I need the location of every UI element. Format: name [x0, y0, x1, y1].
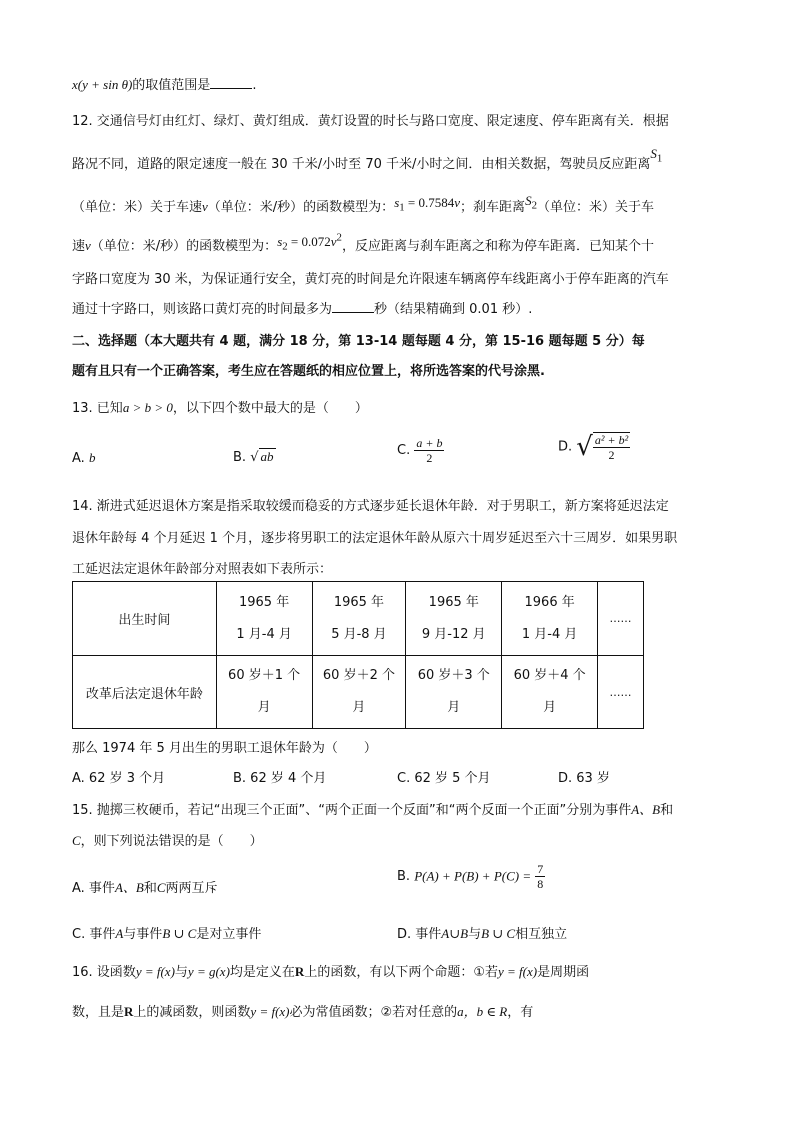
- q15-option-d[interactable]: [397, 923, 567, 942]
- table-cell-top: 1965 年: [333, 594, 385, 610]
- q15-a-and: 和: [143, 881, 157, 896]
- q12-f1-lhs: s: [394, 195, 400, 210]
- q15-c-bc: B ∪ C: [162, 926, 197, 941]
- q15-line2-c: C: [72, 833, 81, 848]
- table-cell-bottom: 月: [352, 700, 366, 715]
- q13-option-c-frac: [414, 436, 444, 465]
- q12-f1-v: v: [454, 195, 461, 210]
- q11-text: 的取值范围是: [132, 78, 211, 93]
- q13-option-d[interactable]: [558, 432, 630, 462]
- q16-f2: y = f(x): [497, 964, 538, 979]
- q15-a-label: A. 事件: [72, 881, 115, 896]
- table-cell-top: 1965 年: [238, 594, 290, 610]
- table-cell-bottom: 月: [543, 700, 557, 715]
- q13-option-b-label: B.: [233, 450, 247, 465]
- q12-line5: 字路口宽度为 30 米，为保证通行安全，黄灯亮的时间是允许限速车辆离停车线距离小于停车距离的汽车: [72, 272, 669, 287]
- q15-c-mid: 与事件: [123, 927, 163, 942]
- q12-line6a: 通过十字路口，则该路口黄灯亮的时间最多为: [72, 302, 333, 317]
- q11-expr-x: x: [72, 77, 78, 92]
- q11-answer-blank[interactable]: [210, 76, 252, 89]
- table-cell-bottom: 9 月-12 月: [421, 626, 486, 642]
- table-cell-top: 1966 年: [524, 594, 575, 610]
- q12-line4a: 速: [72, 239, 86, 254]
- sqrt-icon: √: [576, 432, 593, 462]
- q12-v: v: [202, 199, 208, 214]
- q15-d-label: D. 事件: [397, 927, 442, 942]
- q12-s1-letter: S: [650, 146, 657, 161]
- q12-s2-label: [525, 193, 537, 212]
- q15-a-end: 两两互斥: [165, 881, 218, 896]
- q12-line4-v: v: [85, 238, 91, 253]
- table-cell: [312, 656, 406, 729]
- q15-c-end: 是对立事件: [196, 927, 262, 942]
- q14-option-a[interactable]: A. 62 岁 3 个月: [72, 771, 166, 786]
- q12-answer-blank[interactable]: [332, 300, 374, 313]
- q13-option-a-label: A.: [72, 451, 85, 466]
- q15-b-frac: [535, 862, 545, 891]
- table-header-age: 改革后法定退休年龄: [73, 656, 217, 729]
- q16-line2-r: R: [124, 1004, 134, 1019]
- q15-line1-text: 15. 抛掷三枚硬币，若记“出现三个正面”、“两个正面一个反面”和“两个反面一个正面”分别为事件: [72, 803, 632, 818]
- q15-option-b[interactable]: [397, 862, 545, 891]
- q15-b-den: 8: [537, 877, 544, 891]
- table-cell-bottom: 月: [447, 700, 461, 715]
- q16-line2b: 上的减函数，则函数: [133, 1005, 251, 1020]
- q16-line2c: 必为常值函数；②若对任意的: [289, 1005, 458, 1020]
- q12-line3a: （单位：米）关于车速: [72, 200, 203, 215]
- q12-formula2: [277, 231, 342, 253]
- q12-line3b: （单位：米/秒）的函数模型为：: [207, 200, 395, 215]
- q15-option-a[interactable]: [72, 877, 218, 896]
- q13-option-b-value: ab: [260, 449, 274, 464]
- q12-s1-label: [650, 146, 663, 165]
- table-cell-top: 1965 年: [428, 594, 479, 610]
- table-cell: [502, 656, 598, 729]
- q12-f2-lhs: s: [277, 234, 283, 249]
- q15-b-label: B.: [397, 869, 411, 884]
- q13-option-c-label: C.: [397, 443, 411, 458]
- q15-line1: [72, 799, 673, 818]
- q15-line1-events: A、B: [631, 802, 661, 817]
- table-cell-bottom: 5 月-8 月: [331, 626, 387, 642]
- q13-option-a[interactable]: [72, 450, 95, 466]
- q16-line2-f: y = f(x): [250, 1004, 290, 1019]
- q14-option-b[interactable]: B. 62 岁 4 个月: [233, 771, 327, 786]
- q16-line2-ab: a，b ∈ R: [457, 1004, 508, 1019]
- q12-line4b: （单位：米/秒）的函数模型为：: [90, 239, 278, 254]
- q12-formula1: [394, 195, 461, 214]
- table-row: [73, 656, 644, 729]
- q12-f1-rhs: = 0.7584: [404, 195, 455, 210]
- q16-line2d: ，有: [507, 1005, 534, 1020]
- table-cell: [406, 656, 502, 729]
- table-cell-top: 60 岁＋2 个: [322, 668, 395, 683]
- q11-tail: [72, 74, 256, 93]
- table-row: [73, 582, 644, 656]
- q13-c-den: 2: [426, 451, 433, 465]
- table-ellipsis: ……: [598, 582, 644, 656]
- q11-end: .: [252, 78, 257, 93]
- sqrt-icon: √: [250, 450, 259, 465]
- table-cell: [502, 582, 598, 656]
- q13-option-c[interactable]: [397, 436, 444, 465]
- q12-line2-text: 路况不同，道路的限定速度一般在 30 千米/小时至 70 千米/小时之间．由相关数据，驾驶员反应距离: [72, 157, 651, 172]
- q12-f2-v: v: [330, 234, 337, 249]
- q13-d-num: a² + b²: [594, 433, 629, 447]
- table-cell-bottom: 1 月-4 月: [521, 626, 578, 642]
- q13-c-num: a + b: [416, 436, 443, 450]
- q12-line3: [72, 193, 654, 218]
- q15-c-a: A: [115, 926, 124, 941]
- q12-f2-rhs: = 0.072: [287, 234, 331, 249]
- q16-f: y = f(x): [135, 964, 175, 979]
- q12-line4c: ，反应距离与刹车距离之和称为停车距离．已知某个十: [341, 239, 654, 254]
- q16-mid3: 上的函数，有以下两个命题：①若: [304, 965, 498, 980]
- q12-s2-letter: S: [525, 193, 532, 208]
- q15-d-bc: B ∪ C: [481, 926, 516, 941]
- table-header-birth: 出生时间: [73, 582, 217, 656]
- q15-d-ab: A∪B: [441, 926, 469, 941]
- q12-line6: [72, 298, 532, 317]
- q12-f2-exp: 2: [336, 231, 342, 244]
- q12-line1: 12. 交通信号灯由红灯、绿灯、黄灯组成．黄灯设置的时长与路口宽度、限定速度、停车距离有关．根据: [72, 114, 669, 129]
- table-cell-bottom: 1 月-4 月: [236, 626, 292, 642]
- q12-line3c: ；刹车距离: [460, 200, 526, 215]
- q13-option-d-frac: [593, 432, 630, 462]
- q15-b-num: 7: [537, 862, 544, 876]
- q13-option-d-label: D.: [558, 439, 573, 455]
- q16-r: R: [294, 964, 305, 979]
- q16-prefix: 16. 设函数: [72, 965, 136, 980]
- q16-line2: [72, 1001, 533, 1020]
- table-cell-top: 60 岁＋1 个: [228, 668, 301, 683]
- q13-condition: a > b > 0: [122, 400, 173, 415]
- q13-suffix: ，以下四个数中最大的是（ ）: [172, 401, 368, 416]
- q16-line1: [72, 961, 589, 980]
- q14-question: 那么 1974 年 5 月出生的男职工退休年龄为（ ）: [72, 741, 377, 756]
- q12-line6b: 秒（结果精确到 0.01 秒）.: [374, 302, 533, 317]
- q16-line2a: 数，且是: [72, 1005, 125, 1020]
- q15-option-c[interactable]: [72, 923, 261, 942]
- q14-line2: 退休年龄每 4 个月延迟 1 个月，逐步将男职工的法定退休年龄从原六十周岁延迟至六十三周岁．如果男职: [72, 531, 678, 546]
- table-ellipsis: ……: [598, 656, 644, 729]
- q12-line2: [72, 146, 663, 175]
- q14-line3: 工延迟法定退休年龄部分对照表如下表所示：: [72, 562, 333, 577]
- q11-expr-paren: (y + sin θ): [77, 77, 133, 92]
- q15-d-end: 相互独立: [515, 927, 568, 942]
- q16-g: y = g(x): [187, 964, 230, 979]
- q12-s1-sub: 1: [656, 152, 663, 165]
- q15-line2-text: ，则下列说法错误的是（ ）: [80, 834, 263, 849]
- section2-line2: 题有且只有一个正确答案，考生应在答题纸的相应位置上，将所选答案的代号涂黑.: [72, 364, 545, 379]
- q13-stem: [72, 397, 368, 416]
- q15-line2: [72, 830, 263, 849]
- section2-line1: 二、选择题（本大题共有 4 题，满分 18 分，第 13-14 题每题 4 分，第 15-16 题每题 5 分）每: [72, 334, 645, 349]
- table-cell: [312, 582, 406, 656]
- q16-end1: 是周期函: [537, 965, 590, 980]
- q15-c-label: C. 事件: [72, 927, 116, 942]
- q15-b-expr: P(A) + P(B) + P(C) =: [414, 868, 532, 884]
- q12-s2-sub: 2: [531, 199, 537, 212]
- q12-f2-sub: 2: [282, 240, 288, 253]
- q12-line3d: （单位：米）关于车: [536, 200, 654, 215]
- q13-option-b[interactable]: [233, 448, 276, 465]
- q13-d-den: 2: [608, 448, 615, 462]
- q16-mid1: 与: [174, 965, 188, 980]
- table-cell-bottom: 月: [257, 700, 271, 715]
- q14-option-c[interactable]: C. 62 岁 5 个月: [397, 771, 491, 786]
- q12-f1-sub: 1: [399, 201, 405, 214]
- q12-line4: [72, 231, 654, 257]
- q14-line1: 14. 渐进式延迟退休方案是指采取较缓而稳妥的方式逐步延长退休年龄．对于男职工，新方案将延迟法定: [72, 499, 669, 514]
- q15-a-events: A、B: [114, 880, 144, 895]
- q15-d-mid: 与: [468, 927, 482, 942]
- q14-option-d[interactable]: D. 63 岁: [558, 771, 610, 786]
- q13-prefix: 13. 已知: [72, 401, 123, 416]
- q16-mid2: 均是定义在: [229, 965, 295, 980]
- q15-a-c: C: [156, 880, 166, 895]
- table-cell-top: 60 岁＋4 个: [513, 668, 586, 683]
- table-cell: [406, 582, 502, 656]
- retirement-table: [72, 581, 644, 729]
- table-cell: [216, 582, 312, 656]
- q15-line1-end: 和: [660, 803, 674, 818]
- table-cell-top: 60 岁＋3 个: [417, 668, 490, 683]
- table-cell: [216, 656, 312, 729]
- q13-option-a-value: b: [88, 450, 96, 465]
